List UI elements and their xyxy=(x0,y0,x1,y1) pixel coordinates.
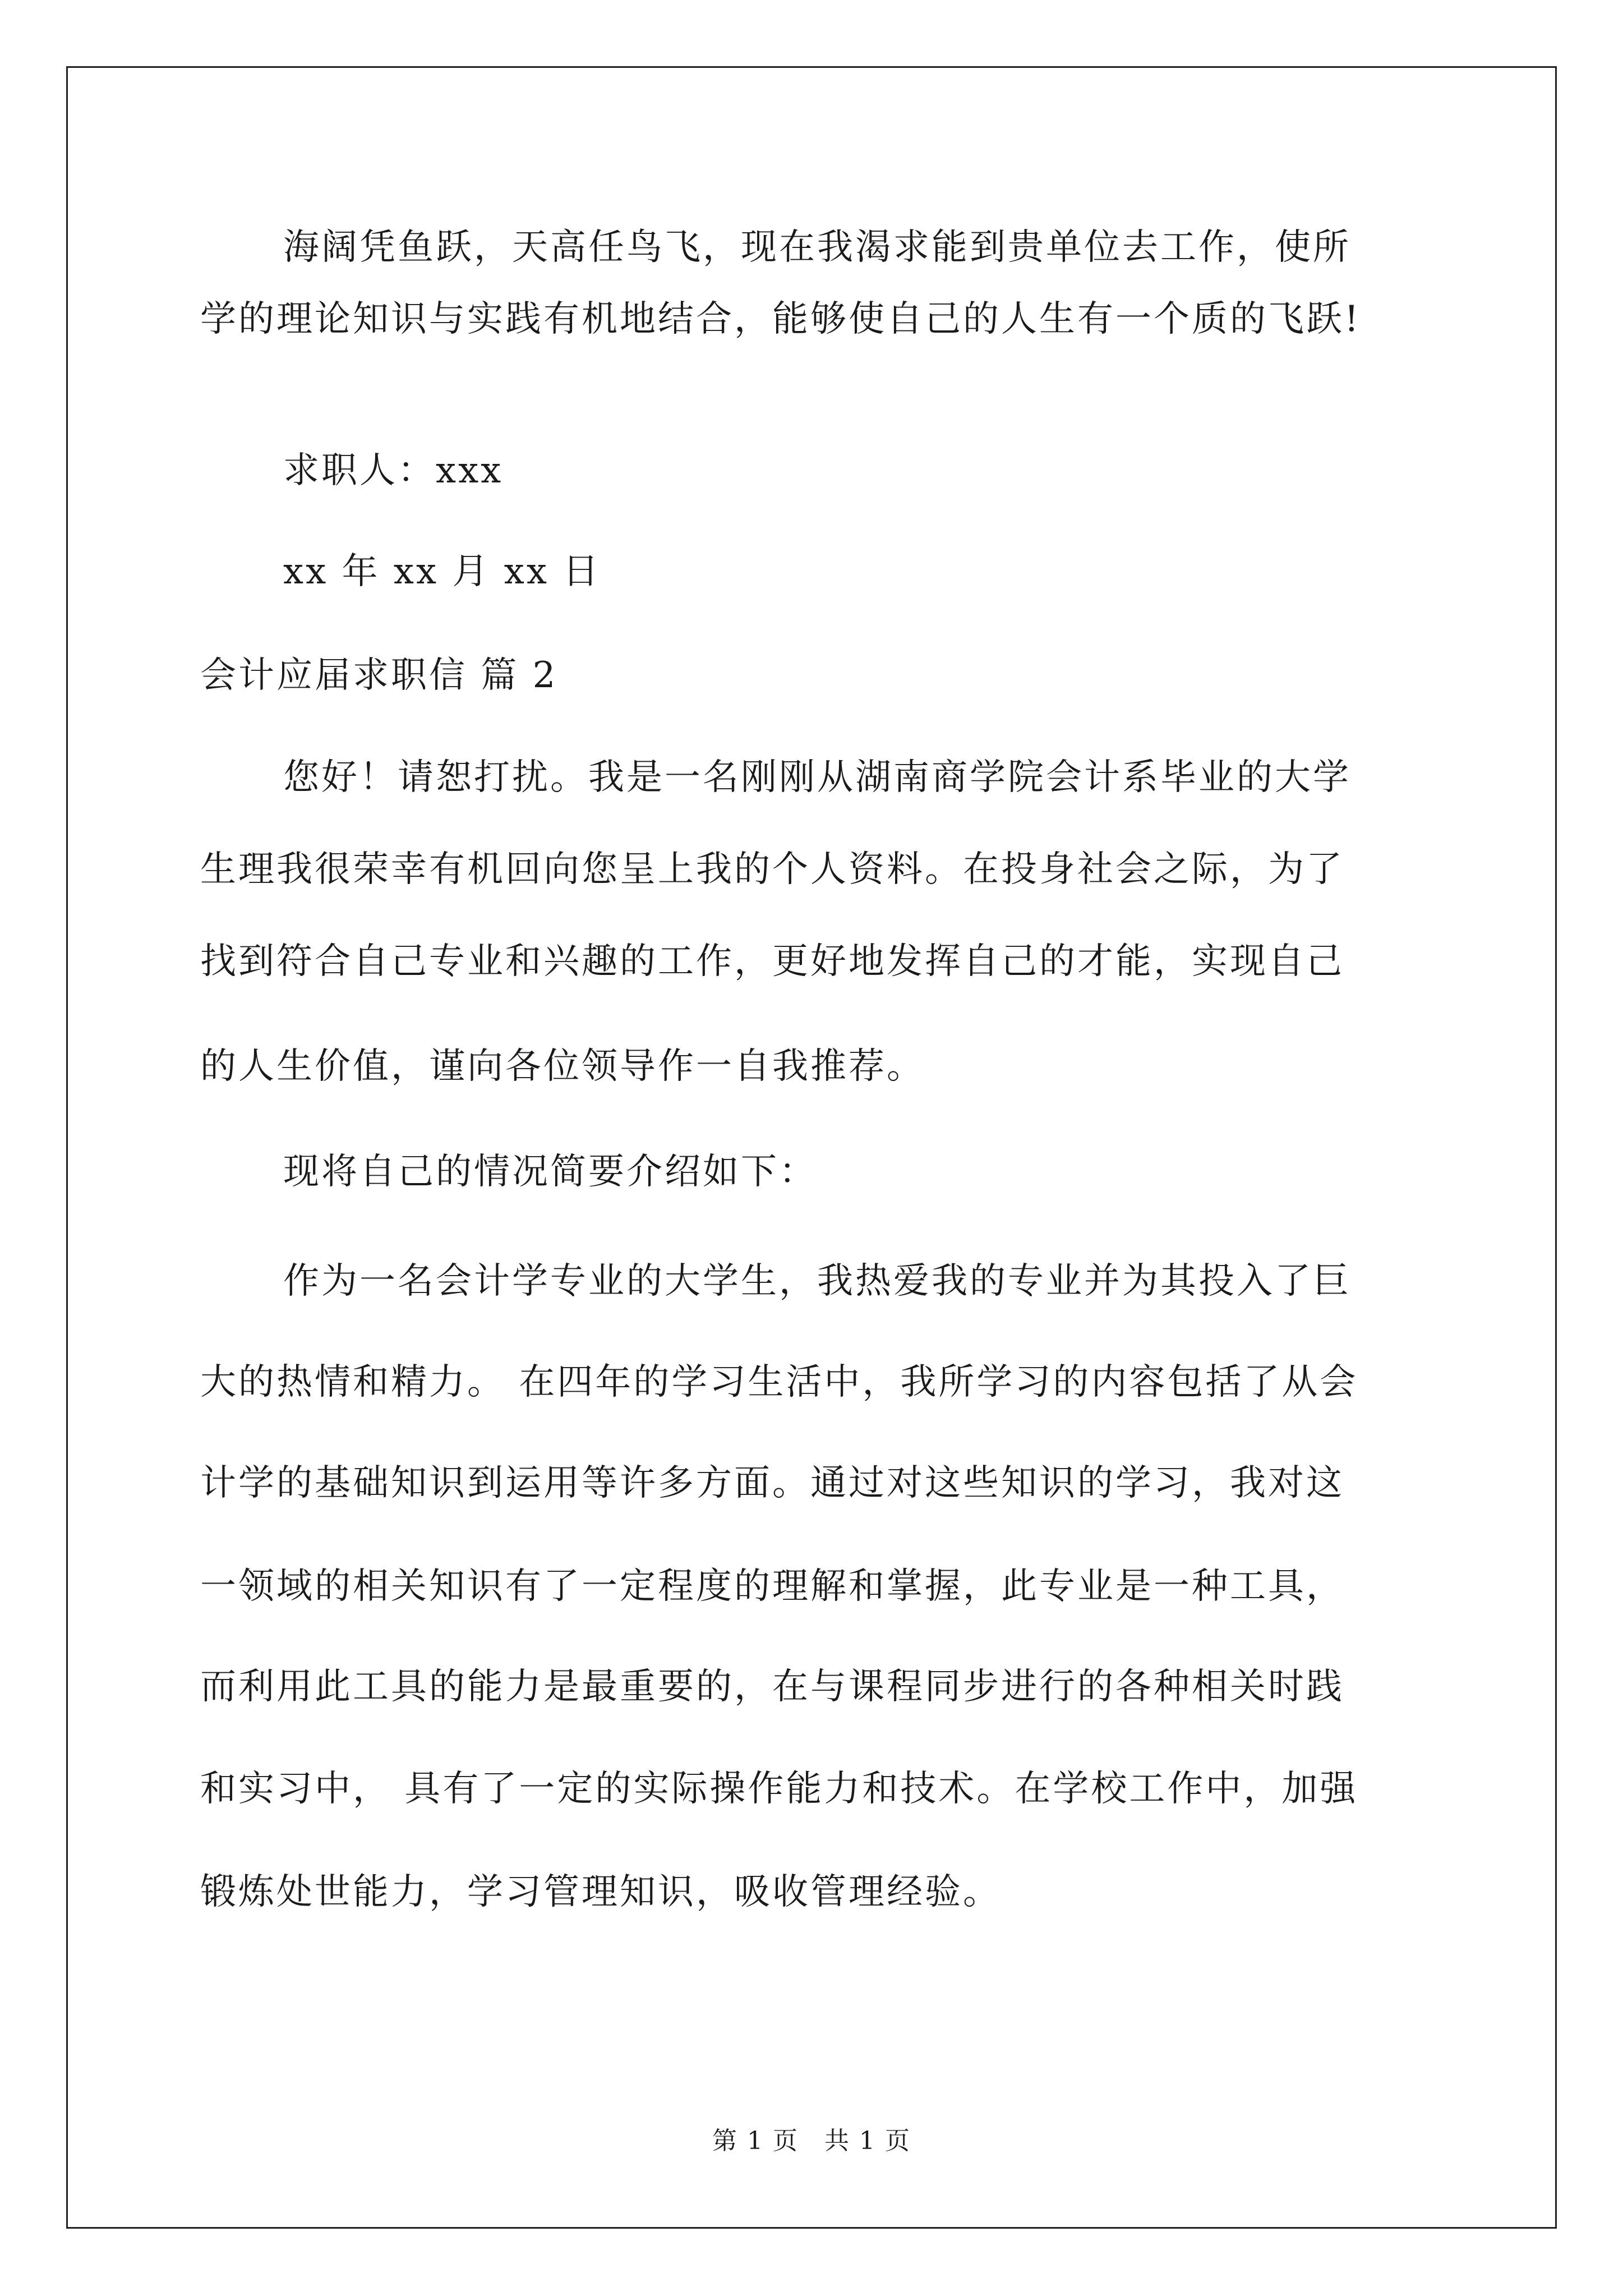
text-line: xx 年 xx 月 xx 日 xyxy=(283,551,601,592)
signer-line xyxy=(200,450,1428,491)
paragraph-continuation xyxy=(200,849,1428,890)
paragraph xyxy=(200,1151,1428,1193)
text-line: 大的热情和精力。 在四年的学习生活中，我所学习的内容包括了从会 xyxy=(200,1361,1358,1403)
paragraph-continuation xyxy=(200,298,1428,340)
paragraph-continuation xyxy=(200,1462,1428,1504)
paragraph xyxy=(200,227,1428,268)
text-line: 现将自己的情况简要介绍如下： xyxy=(283,1151,817,1193)
text-line: 海阔凭鱼跃，天高任鸟飞，现在我渴求能到贵单位去工作，使所 xyxy=(283,227,1351,268)
paragraph-continuation xyxy=(200,1871,1428,1913)
paragraph-continuation xyxy=(200,1361,1428,1403)
text-line: 求职人：xxx xyxy=(283,450,504,491)
text-line: 找到符合自己专业和兴趣的工作，更好地发挥自己的才能，实现自己 xyxy=(200,941,1344,982)
paragraph-continuation xyxy=(200,1666,1428,1708)
text-line: 生理我很荣幸有机回向您呈上我的个人资料。在投身社会之际，为了 xyxy=(200,849,1344,890)
section-heading xyxy=(200,655,1428,696)
text-line: 学的理论知识与实践有机地结合，能够使自己的人生有一个质的飞跃! xyxy=(200,298,1361,340)
page-footer xyxy=(0,2129,1623,2154)
text-line: 一领域的相关知识有了一定程度的理解和掌握，此专业是一种工具， xyxy=(200,1566,1344,1607)
paragraph-continuation xyxy=(200,1046,1428,1087)
heading-text: 会计应届求职信 篇 2 xyxy=(200,655,558,696)
text-line: 您好！请恕打扰。我是一名刚刚从湖南商学院会计系毕业的大学 xyxy=(283,757,1351,798)
text-line: 而利用此工具的能力是最重要的，在与课程同步进行的各种相关时践 xyxy=(200,1666,1344,1708)
text-line: 锻炼处世能力，学习管理知识，吸收管理经验。 xyxy=(200,1871,1001,1913)
paragraph xyxy=(200,1260,1428,1302)
text-line: 计学的基础知识到运用等许多方面。通过对这些知识的学习，我对这 xyxy=(200,1462,1344,1504)
paragraph xyxy=(200,757,1428,798)
text-line: 的人生价值，谨向各位领导作一自我推荐。 xyxy=(200,1046,925,1087)
paragraph-continuation xyxy=(200,1566,1428,1607)
text-line: 和实习中， 具有了一定的实际操作能力和技术。在学校工作中，加强 xyxy=(200,1768,1358,1810)
page-number: 第 1 页 共 1 页 xyxy=(712,2127,911,2155)
paragraph-continuation xyxy=(200,1768,1428,1810)
date-line xyxy=(200,551,1428,592)
text-line: 作为一名会计学专业的大学生，我热爱我的专业并为其投入了巨 xyxy=(283,1260,1351,1302)
paragraph-continuation xyxy=(200,941,1428,982)
